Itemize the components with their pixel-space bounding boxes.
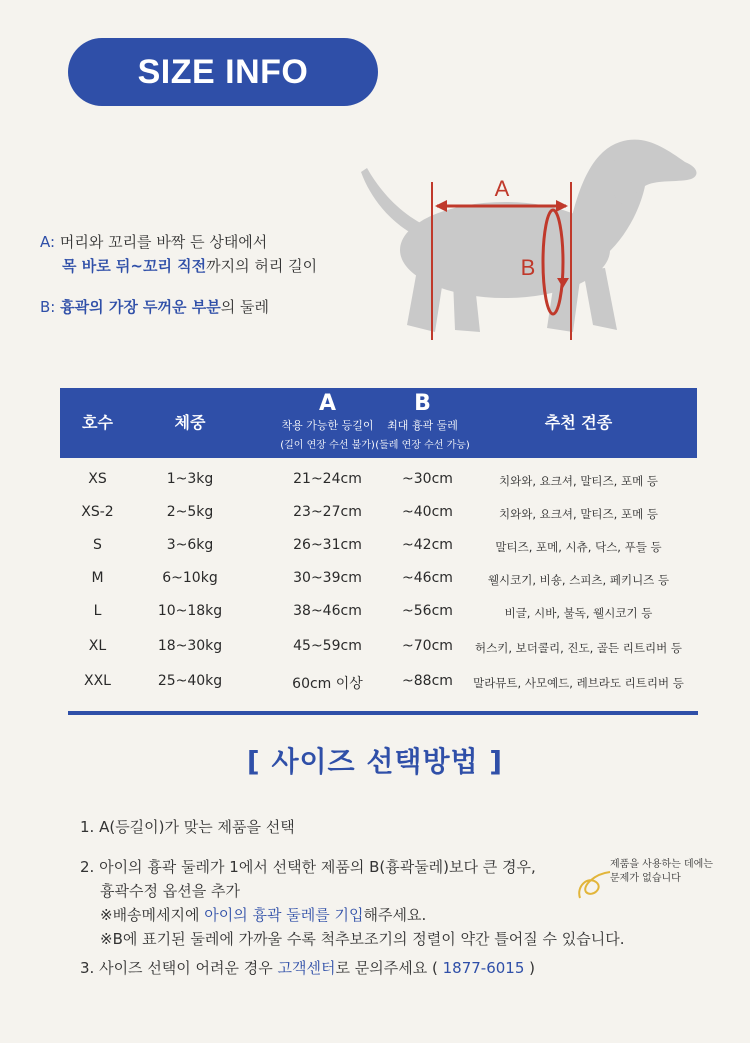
header-weight: 체중 — [174, 413, 206, 432]
cell-size: S — [93, 537, 102, 553]
step-2-note1 — [80, 903, 625, 927]
step-3 — [80, 956, 535, 980]
description-a — [40, 230, 317, 278]
cell-size: M — [91, 570, 104, 586]
swirl-arrow-icon — [574, 868, 614, 908]
table-row — [60, 529, 697, 562]
cell-breeds: 허스키, 보더콜리, 진도, 골든 리트리버 등 — [475, 641, 682, 655]
cell-weight: 6~10kg — [162, 570, 218, 586]
cell-weight: 10~18kg — [157, 603, 223, 619]
cell-weight: 18~30kg — [157, 638, 223, 654]
cell-breeds: 치와와, 요크셔, 말티즈, 포메 등 — [499, 507, 658, 521]
desc-b-rest: 의 둘레 — [220, 298, 269, 316]
step-2-note2: ※B에 표기된 둘레에 가까울 수록 척추보조기의 정렬이 약간 틀어질 수 있습니다. — [100, 930, 625, 948]
header-b-note: (둘레 연장 수선 가능) — [375, 440, 470, 451]
note1-post: 해주세요. — [363, 906, 427, 924]
cell-length: 60cm 이상 — [292, 676, 363, 692]
table-row — [60, 630, 697, 663]
table-row — [60, 595, 697, 628]
table-row — [60, 496, 697, 529]
cell-girth: ~42cm — [402, 537, 453, 553]
size-info-title: SIZE INFO — [137, 52, 309, 91]
step-2-line2: 흉곽수정 옵션을 추가 — [100, 882, 240, 900]
cell-girth: ~70cm — [402, 638, 453, 654]
desc-a-bold: 목 바로 뒤~꼬리 직전 — [62, 257, 207, 275]
table-bottom-rule — [68, 711, 698, 715]
cell-girth: ~56cm — [402, 603, 453, 619]
desc-a-rest: 까지의 허리 길이 — [206, 257, 318, 275]
cell-size: L — [93, 603, 102, 619]
step-2-line1: 2. 아이의 흉곽 둘레가 1에서 선택한 제품의 B(흉곽둘레)보다 큰 경우, — [80, 858, 536, 876]
cell-breeds: 치와와, 요크셔, 말티즈, 포메 등 — [499, 474, 658, 488]
size-info-title-badge — [68, 38, 378, 106]
desc-a-line1: 머리와 꼬리를 바짝 든 상태에서 — [59, 233, 268, 251]
header-breeds: 추천 견종 — [544, 413, 613, 432]
header-a-note: (길이 연장 수선 불가) — [280, 440, 375, 451]
cell-girth: ~88cm — [402, 673, 453, 689]
selection-title: [ 사이즈 선택방법 ] — [246, 745, 504, 778]
hand-note-line1: 제품을 사용하는 데에는 — [610, 859, 713, 870]
desc-b-bold: 흉곽의 가장 두꺼운 부분 — [60, 298, 221, 316]
step3-pre: 3. 사이즈 선택이 어려운 경우 — [80, 959, 278, 977]
note1-highlight: 아이의 흉곽 둘레를 기입 — [204, 906, 364, 924]
cell-girth: ~46cm — [402, 570, 453, 586]
step3-mid: 로 문의주세요 ( — [335, 959, 443, 977]
cell-length: 30~39cm — [293, 570, 362, 586]
cell-length: 21~24cm — [293, 471, 362, 487]
desc-b-prefix: B: — [40, 298, 56, 316]
handwritten-note — [610, 858, 713, 886]
size-table-header — [60, 388, 697, 458]
header-size: 호수 — [82, 413, 113, 432]
cell-weight: 1~3kg — [166, 471, 214, 487]
header-b-title: 최대 흉곽 둘레 — [387, 419, 458, 432]
step-1: 1. A(등길이)가 맞는 제품을 선택 — [80, 818, 295, 836]
cell-size: XS-2 — [81, 504, 114, 520]
hand-note-line2: 문제가 없습니다 — [610, 873, 681, 884]
label-a: A — [494, 176, 510, 201]
description-b — [40, 295, 269, 319]
cell-breeds: 말티즈, 포메, 시츄, 닥스, 푸들 등 — [495, 540, 662, 554]
table-row — [60, 665, 697, 698]
cell-size: XL — [88, 638, 107, 654]
cell-weight: 3~6kg — [166, 537, 214, 553]
header-a-letter: A — [318, 391, 337, 416]
desc-a-prefix: A: — [40, 233, 56, 251]
step3-highlight: 고객센터 — [277, 959, 336, 977]
note1-pre: ※배송메세지에 — [100, 906, 205, 924]
cell-weight: 25~40kg — [157, 673, 223, 689]
cell-weight: 2~5kg — [166, 504, 214, 520]
step3-post: ) — [524, 959, 536, 977]
cell-length: 23~27cm — [293, 504, 362, 520]
dog-measurement-illustration — [355, 120, 715, 360]
customer-center-phone: 1877-6015 — [442, 959, 525, 977]
cell-length: 45~59cm — [293, 638, 362, 654]
header-b-letter: B — [414, 391, 431, 416]
cell-breeds: 비글, 시바, 불독, 웰시코기 등 — [504, 606, 653, 620]
header-a-title: 착용 가능한 등길이 — [281, 419, 374, 432]
cell-girth: ~40cm — [402, 504, 453, 520]
step-2 — [80, 855, 625, 951]
label-b: B — [520, 255, 536, 280]
cell-length: 38~46cm — [293, 603, 362, 619]
cell-girth: ~30cm — [402, 471, 453, 487]
cell-size: XXL — [84, 673, 111, 689]
cell-breeds: 말라뮤트, 사모예드, 레브라도 리트리버 등 — [473, 676, 684, 690]
cell-size: XS — [88, 471, 107, 487]
cell-length: 26~31cm — [293, 537, 362, 553]
table-row — [60, 562, 697, 595]
cell-breeds: 웰시코기, 비숑, 스피츠, 페키니즈 등 — [487, 573, 670, 587]
table-row — [60, 463, 697, 496]
dog-silhouette-icon — [361, 140, 697, 332]
